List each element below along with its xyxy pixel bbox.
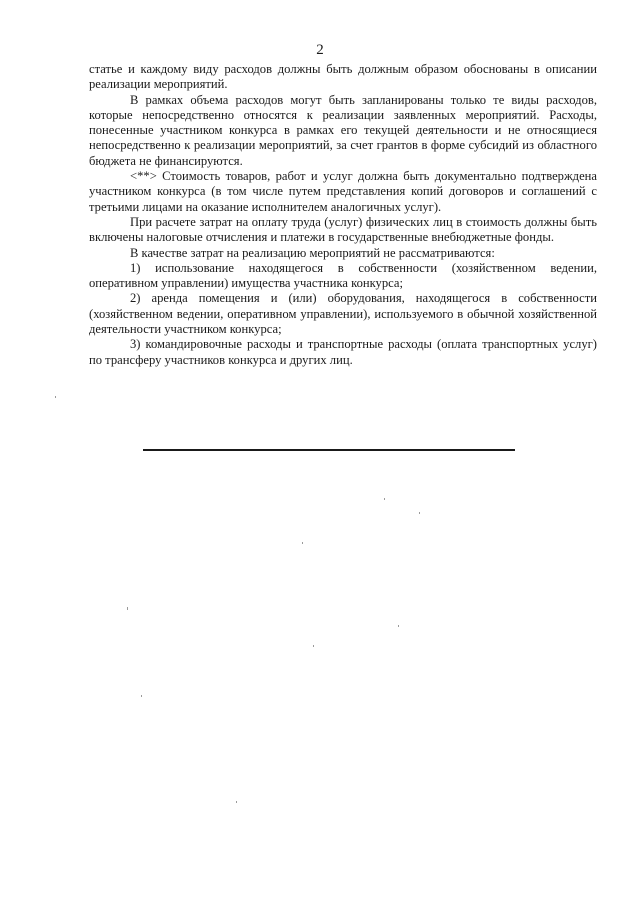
scan-speck (55, 396, 56, 398)
paragraph-allowed-expenses: В рамках объема расходов могут быть запланированы только те виды расходов, которые непосредственно относятся к реализации заявленных мероприятий. Расходы, понесенные участником конкурса в рамках его текущей деятельности и не относящиеся непосредственно к реализации мероприятий, за счет грантов в форме субсидий из областного бюджета не финансируются. (89, 92, 597, 168)
paragraph-labor-costs: При расчете затрат на оплату труда (услуг) физических лиц в стоимость должны быть включены налоговые отчисления и платежи в государственные внебюджетные фонды. (89, 214, 597, 245)
scan-speck (236, 801, 237, 803)
paragraph-continuation: статье и каждому виду расходов должны быть должным образом обоснованы в описании реализации мероприятий. (89, 62, 597, 92)
list-item-2: 2) аренда помещения и (или) оборудования, находящегося в собственности (хозяйственном ведении, оперативном управлении), используемого в обычной хозяйственной деятельности участником конкурса; (89, 291, 597, 337)
scan-speck (313, 645, 314, 647)
document-body (89, 62, 597, 368)
paragraph-cost-confirmation: <**> Стоимость товаров, работ и услуг должна быть документально подтверждена участником конкурса (в том числе путем представления копий договоров и соглашений с третьими лицами на оказание исполнителем аналогичных услуг). (89, 169, 597, 214)
scan-speck (419, 512, 420, 514)
page-number: 2 (316, 42, 324, 58)
scan-speck (398, 625, 399, 627)
scan-speck (302, 542, 303, 544)
list-item-3: 3) командировочные расходы и транспортные расходы (оплата транспортных услуг) по трансферу участников конкурса и других лиц. (89, 337, 597, 367)
scan-speck (127, 607, 128, 610)
scan-speck (384, 498, 385, 500)
list-item-1: 1) использование находящегося в собственности (хозяйственном ведении, оперативном управлении) имущества участника конкурса; (89, 260, 597, 291)
paragraph-excluded-intro: В качестве затрат на реализацию мероприятий не рассматриваются: (130, 245, 495, 260)
horizontal-rule (143, 449, 515, 451)
scan-speck (141, 695, 142, 697)
